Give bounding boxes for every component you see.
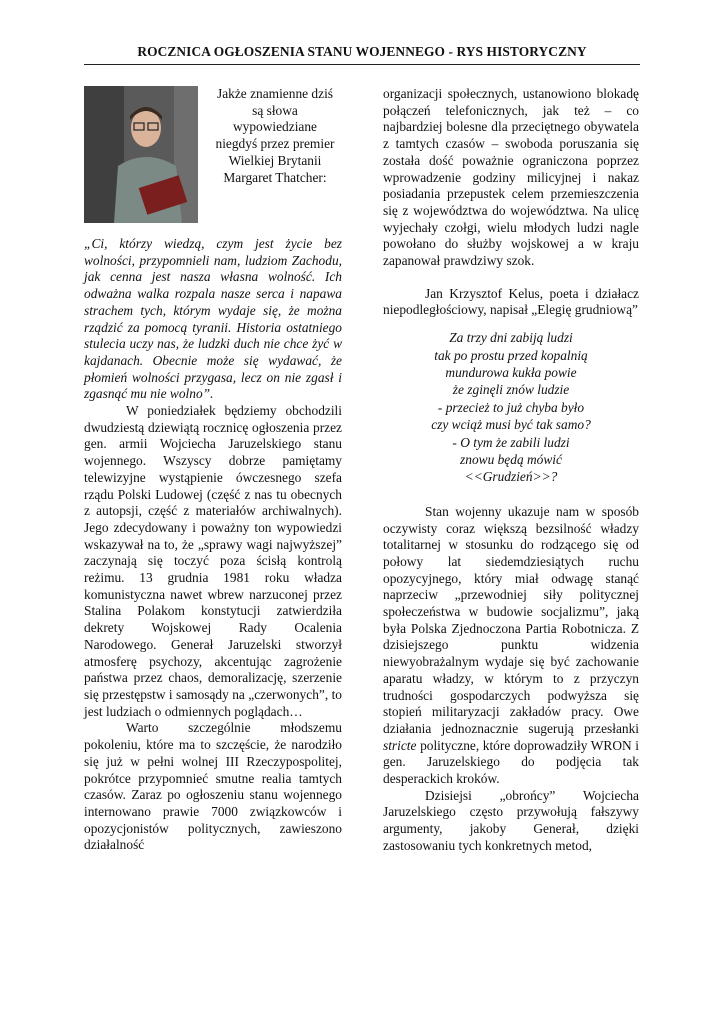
paragraph: Warto szczególnie młodszemu pokoleniu, które ma to szczęście, że narodziło się już w pełni wolnej III Rzeczypospolitej, pokrótce przypomnieć smutne realia tamtych czasów. Zaraz po ogłoszeniu stanu wojennego internowano prawie 7000 związkowców i opozycjonistów politycznych, zawieszono działalność	[84, 720, 342, 853]
header-rule	[84, 64, 640, 65]
intro-block	[84, 86, 342, 226]
poem-line: - O tym że zabili ludzi	[452, 434, 570, 450]
poem-line: Za trzy dni zabiją ludzi	[449, 330, 573, 346]
poem-line: czy wciąż musi być tak samo?	[431, 417, 591, 433]
poem-line: tak po prostu przed kopalnią	[434, 347, 588, 363]
paragraph: Dzisiejsi „obrońcy” Wojciecha Jaruzelskiego często przywołują fałszywy argumenty, jakoby Generał, dzięki zastosowaniu tych konkretnych metod,	[383, 787, 639, 853]
poem-line: mundurowa kukła powie	[445, 364, 577, 380]
right-column	[383, 86, 639, 855]
poem-line: - przecież to już chyba było	[437, 399, 585, 415]
paragraph: W poniedziałek będziemy obchodzili dwudziestą dziewiątą rocznicę ogłoszenia przez gen. armii Wojciecha Jaruzelskiego stanu wojennego. Wszyscy dobrze pamiętamy telewizyjne wystąpienie ówczesnego szefa rządu Polski Ludowej (część z nas tu obecnych z autopsji, część z materiałów archiwalnych). Jego zdecydowany i poważny ton wypowiedzi wskazywał na to, że „sprawy wagi najwyższej” zaczynają się toczyć poza ścisłą kontrolą reżimu. 13 grudnia 1981 roku władza komunistyczna nawet wbrew narzuconej przez Stalina Polakom konstytucji zatwierdziła dekrety Wojskowej Rady Ocalenia Narodowego. Generał Jaruzelski stworzył atmosferę psychozy, akcentując zagrożenie państwa przez chaos, demoralizację, szerzenie się przestępstw i samosądy na „czerwonych”, to jest ludziach o odmiennych poglądach…	[84, 403, 342, 719]
person-photo-illustration	[84, 86, 198, 223]
person-photo-icon	[84, 86, 198, 223]
page-header-title: ROCZNICA OGŁOSZENIA STANU WOJENNEGO - RYS HISTORYCZNY	[137, 44, 587, 59]
poem	[383, 329, 639, 486]
paragraph	[383, 504, 639, 788]
poem-line: znowu będą mówić	[460, 451, 562, 467]
paragraph: organizacji społecznych, ustanowiono blokadę połączeń telefonicznych, jak też – co najbardziej bolesne dla przeciętnego obywatela z tamtych czasów – swoboda poruszania się została dość poważnie ograniczona poprzez wprowadzenie godziny milicyjnej i nakaz posiadania przepustek celem przemieszczenia się z województwa do województwa. Na ulicę wyjechały czołgi, wielu młodych ludzi nagle powołano do służby wojskowej a w kraju zapanował prawdziwy szok.	[383, 86, 639, 269]
left-column	[84, 86, 342, 854]
intro-text: Jakże znamienne dziś są słowa wypowiedziane niegdyś przez premier Wielkiej Brytanii Margaret Thatcher:	[215, 86, 335, 185]
italic-word: stricte	[383, 737, 417, 753]
paragraph-text: polityczne, które doprowadziły WRON i gen. Jaruzelskiego do podjęcia tak desperackich kroków.	[383, 737, 639, 787]
poem-line: że zginęli znów ludzie	[452, 382, 570, 398]
poem-line: <<Grudzień>>?	[464, 469, 558, 485]
paragraph-text: Stan wojenny ukazuje nam w sposób oczywisty coraz większą bezsilność władzy totalitarnej w stosunku do rodzącego się od połowy lat siedemdziesiątych ruchu opozycyjnego, który miał odwagę stanąć naprzeciw „przewodniej siły politycznej społeczeństwa w budowie socjalizmu”, jaką była Polska Zjednoczona Partia Robotnicza. Z dzisiejszego punktu widzenia niewyobrażalnym wydaje się być zachowanie aparatu władzy, w którym to z przyczyn trudności gospodarczych podwyższa się stopień militaryzacji zakładów pracy. Owe działania jednoznacznie sugerują przesłanki	[383, 503, 639, 736]
thatcher-quote: „Ci, którzy wiedzą, czym jest życie bez wolności, przypomnieli nam, ludziom Zachodu, jak cenna jest nasza własna wolność. Ich odważna walka rozpala nasze serca i napawa strachem tych, którym wydaje się, że można rządzić za pomocą tyranii. Historia ostatniego stulecia uczy nas, że ludzki duch nie chce żyć w kajdanach. Obecnie może się wydawać, że płomień wolności przygasa, lecz on nie zgasł i zgasnąć mu nie wolno”.	[84, 236, 342, 402]
paragraph: Jan Krzysztof Kelus, poeta i działacz niepodległościowy, napisał „Elegię grudniową”	[383, 285, 639, 318]
